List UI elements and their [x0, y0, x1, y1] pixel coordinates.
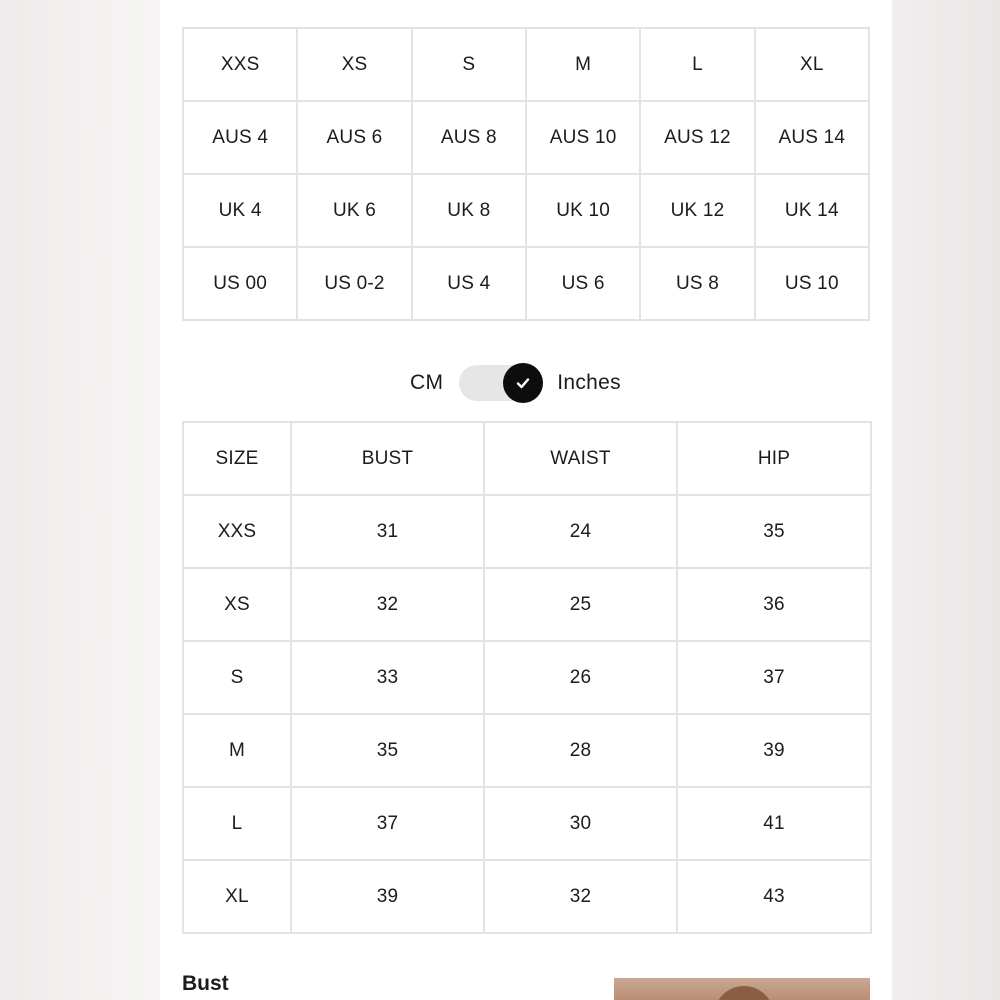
table-row [183, 28, 869, 101]
table-cell: S [412, 28, 526, 101]
bust-section-heading: Bust [182, 972, 229, 995]
bust-cell: 33 [291, 641, 484, 714]
table-cell: AUS 8 [412, 101, 526, 174]
bust-cell: 31 [291, 495, 484, 568]
bust-cell: 37 [291, 787, 484, 860]
table-row [183, 641, 871, 714]
table-row [183, 714, 871, 787]
table-cell: XXS [183, 28, 297, 101]
table-cell: AUS 12 [640, 101, 754, 174]
table-cell: XL [755, 28, 869, 101]
size-cell: XS [183, 568, 291, 641]
table-cell: UK 4 [183, 174, 297, 247]
unit-inches-label[interactable]: Inches [557, 371, 621, 394]
bust-cell: 35 [291, 714, 484, 787]
waist-cell: 30 [484, 787, 677, 860]
model-hair-shape [714, 986, 774, 1000]
column-header-hip: HIP [677, 422, 871, 495]
size-cell: M [183, 714, 291, 787]
table-cell: US 0-2 [297, 247, 411, 320]
bust-cell: 32 [291, 568, 484, 641]
checkmark-icon [514, 374, 532, 392]
table-header-row [183, 422, 871, 495]
table-row [183, 174, 869, 247]
hip-cell: 43 [677, 860, 871, 933]
unit-cm-label[interactable]: CM [410, 371, 444, 394]
table-cell: XS [297, 28, 411, 101]
table-cell: US 4 [412, 247, 526, 320]
model-photo [614, 978, 870, 1000]
hip-cell: 41 [677, 787, 871, 860]
waist-cell: 32 [484, 860, 677, 933]
hip-cell: 36 [677, 568, 871, 641]
hip-cell: 37 [677, 641, 871, 714]
size-cell: L [183, 787, 291, 860]
table-row [183, 495, 871, 568]
waist-cell: 26 [484, 641, 677, 714]
hip-cell: 39 [677, 714, 871, 787]
table-row [183, 568, 871, 641]
table-cell: US 00 [183, 247, 297, 320]
size-cell: XXS [183, 495, 291, 568]
table-cell: UK 6 [297, 174, 411, 247]
size-conversion-table [182, 27, 870, 321]
table-row [183, 860, 871, 933]
waist-cell: 25 [484, 568, 677, 641]
size-cell: S [183, 641, 291, 714]
table-cell: US 10 [755, 247, 869, 320]
measurements-table [182, 421, 872, 934]
table-cell: UK 10 [526, 174, 640, 247]
table-cell: US 6 [526, 247, 640, 320]
table-row [183, 247, 869, 320]
waist-cell: 24 [484, 495, 677, 568]
table-cell: L [640, 28, 754, 101]
table-cell: UK 8 [412, 174, 526, 247]
table-cell: AUS 14 [755, 101, 869, 174]
table-cell: UK 14 [755, 174, 869, 247]
table-cell: AUS 6 [297, 101, 411, 174]
table-cell: US 8 [640, 247, 754, 320]
hip-cell: 35 [677, 495, 871, 568]
unit-switch[interactable] [459, 365, 543, 401]
column-header-waist: WAIST [484, 422, 677, 495]
table-cell: UK 12 [640, 174, 754, 247]
table-cell: AUS 4 [183, 101, 297, 174]
table-cell: AUS 10 [526, 101, 640, 174]
unit-toggle [410, 362, 621, 404]
switch-knob[interactable] [503, 363, 543, 403]
size-cell: XL [183, 860, 291, 933]
column-header-size: SIZE [183, 422, 291, 495]
table-cell: M [526, 28, 640, 101]
waist-cell: 28 [484, 714, 677, 787]
table-row [183, 787, 871, 860]
column-header-bust: BUST [291, 422, 484, 495]
table-row [183, 101, 869, 174]
bust-cell: 39 [291, 860, 484, 933]
